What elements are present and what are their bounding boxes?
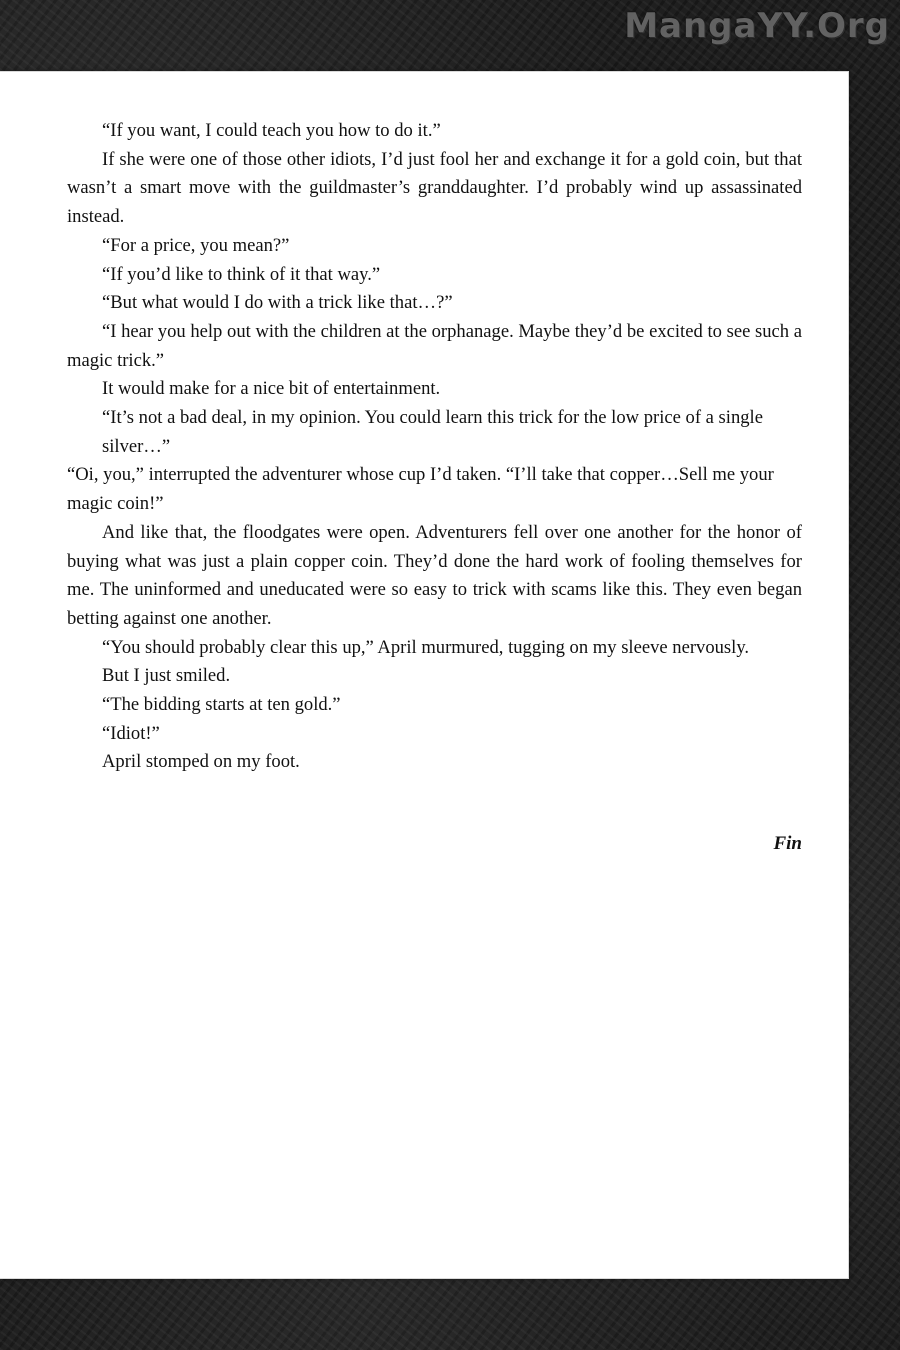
paragraph: “But what would I do with a trick like that…?” xyxy=(102,292,453,314)
paragraph: April stomped on my foot. xyxy=(102,751,300,773)
story-text xyxy=(67,117,802,777)
paragraph: “If you’d like to think of it that way.” xyxy=(102,263,381,285)
paragraph: And like that, the floodgates were open. Adventurers fell over one another for the honor of buying what was just a plain copper coin. They’d done the hard work of fooling themselves for me. The uninformed and uneducated were so easy to trick with scams like this. They even began betting against one another. xyxy=(67,521,802,629)
end-mark: Fin xyxy=(773,833,802,854)
paragraph: “Oi, you,” interrupted the adventurer whose cup I’d taken. “I’ll take that copper…Sell me your magic coin!” xyxy=(67,464,774,515)
paragraph: “If you want, I could teach you how to do it.” xyxy=(102,120,441,141)
book-page xyxy=(0,72,848,1278)
paragraph: “The bidding starts at ten gold.” xyxy=(102,694,341,716)
paragraph: “It’s not a bad deal, in my opinion. You could learn this trick for the low price of a single silver…” xyxy=(102,407,763,457)
paragraph: “Idiot!” xyxy=(102,722,160,744)
paragraph: “You should probably clear this up,” April murmured, tugging on my sleeve nervously. xyxy=(102,636,750,658)
paragraph: But I just smiled. xyxy=(102,665,231,687)
paragraph: If she were one of those other idiots, I’d just fool her and exchange it for a gold coin, but that wasn’t a smart move with the guildmaster’s granddaughter. I’d probably wind up assassinated instead. xyxy=(67,148,802,228)
paragraph: It would make for a nice bit of entertainment. xyxy=(102,378,441,400)
site-watermark: MangaYY.Org xyxy=(624,6,890,46)
paragraph: “I hear you help out with the children at the orphanage. Maybe they’d be excited to see such a magic trick.” xyxy=(67,320,802,371)
paragraph: “For a price, you mean?” xyxy=(102,234,290,256)
